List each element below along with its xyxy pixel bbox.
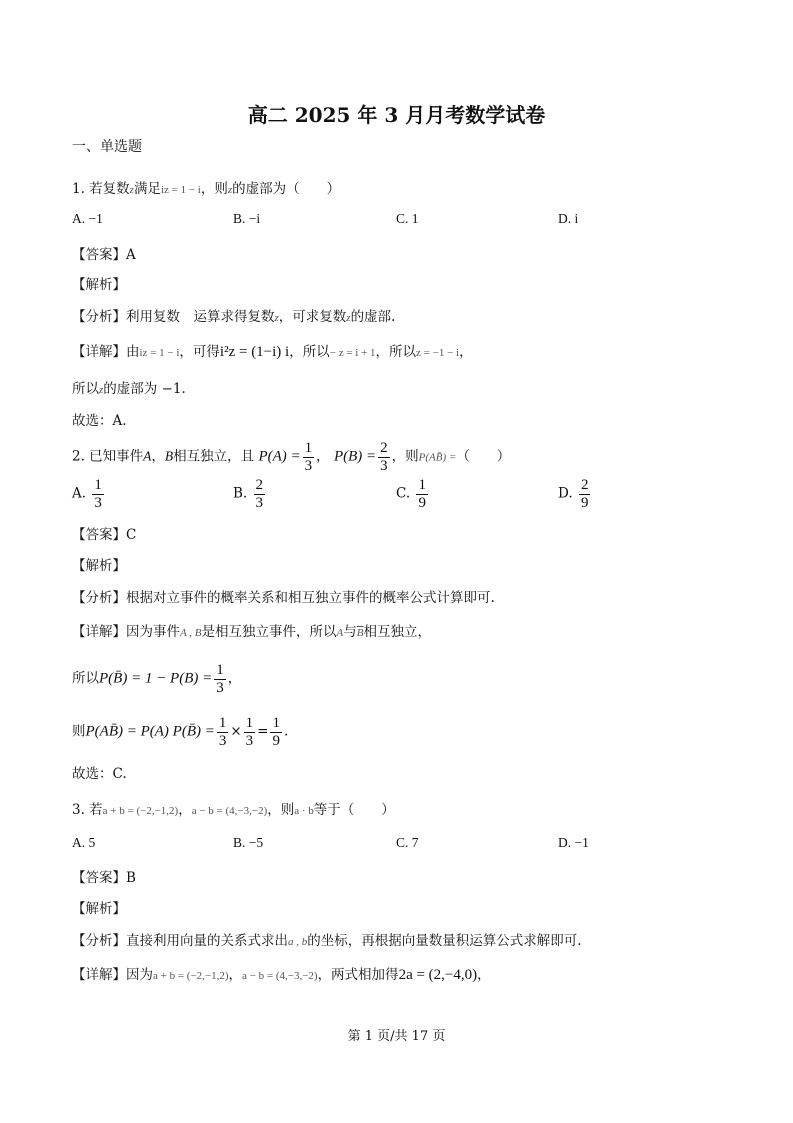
- page-footer: 第 1 页/共 17 页: [347, 1029, 446, 1044]
- q1-detail-line1: 【详解】由iz = 1 − i，可得i²z = (1−i) i，所以− z = i + 1，所以z = −1 − i，: [72, 344, 473, 360]
- q3-stem: 3. 若a + b = (−2,−1,2)，a − b = (4,−3,−2)，则a · b等于（ ）: [72, 802, 395, 818]
- q2-option-a: A. $\frac{1}{3}$: [72, 477, 102, 511]
- q2-detail-line1: 【详解】因为事件A , B是相互独立事件，所以A与$\overline{B}$相互独立，: [72, 624, 431, 640]
- fraction: $\frac{2}{3}$: [380, 440, 388, 474]
- q1-jiexi: 【解析】: [72, 277, 126, 293]
- q3-fenxi: 【分析】直接利用向量的关系式求出a , b的坐标，再根据向量数量积运算公式求解即可.: [72, 933, 582, 949]
- q1-fenxi: 【分析】利用复数 运算求得复数z，可求复数z的虚部.: [72, 309, 396, 325]
- q2-option-c: C. $\frac{1}{9}$: [396, 477, 426, 511]
- q3-option-a: A. 5: [72, 835, 96, 850]
- fraction: $\frac{1}{3}$: [218, 715, 227, 749]
- page-title: 高二 2025 年 3 月月考数学试卷: [247, 103, 546, 127]
- q1-stem: 1. 若复数z满足iz = 1 − i，则z的虚部为（ ）: [72, 181, 341, 197]
- q3-answer: 【答案】B: [72, 870, 136, 886]
- q3-detail-line1: 【详解】因为a + b = (−2,−1,2)，a − b = (4,−3,−2)，两式相加得2a = (2,−4,0)，: [72, 967, 491, 983]
- q2-guxuan: 故选：C.: [72, 766, 127, 782]
- section-heading: 一、单选题: [72, 139, 142, 155]
- q2-answer: 【答案】C: [72, 527, 137, 543]
- q2-option-b: B. $\frac{2}{3}$: [233, 477, 264, 511]
- fraction: $\frac{1}{3}$: [245, 715, 254, 749]
- q2-detail-line3: 则P(AB̄) = P(A) P(B̄) = $\frac{1}{3}$ × $\frac{1}{3}$ = $\frac{1}{9}$ .: [72, 715, 289, 749]
- q2-stem: 2. 已知事件A，B相互独立，且 P(A) = $\frac{1}{3}$ ， P(B) = $\frac{2}{3}$ ，则P(AB̄) =（ ）: [72, 440, 511, 474]
- fraction: $\frac{1}{9}$: [272, 715, 280, 749]
- fraction: $\frac{1}{3}$: [216, 662, 224, 696]
- q2-detail-line2: 所以P(B̄) = 1 − P(B) = $\frac{1}{3}$ ，: [72, 662, 242, 696]
- q1-detail-line2: 所以z的虚部为 −1.: [72, 381, 186, 397]
- q3-option-c: C. 7: [396, 835, 419, 850]
- q1-option-c: C. 1: [396, 211, 419, 226]
- q1-option-d: D. i: [558, 211, 579, 226]
- q2-fenxi: 【分析】根据对立事件的概率关系和相互独立事件的概率公式计算即可.: [72, 590, 495, 606]
- fraction: $\frac{1}{3}$: [304, 440, 313, 474]
- q3-option-d: D. −1: [558, 835, 589, 850]
- q1-option-a: A. −1: [72, 211, 103, 226]
- q1-answer: 【答案】A: [72, 247, 136, 263]
- q2-option-d: D. $\frac{2}{9}$: [558, 477, 589, 511]
- q3-jiexi: 【解析】: [72, 901, 126, 917]
- q2-jiexi: 【解析】: [72, 558, 126, 574]
- q1-guxuan: 故选：A.: [72, 413, 127, 429]
- q1-option-b: B. −i: [233, 211, 261, 226]
- q3-option-b: B. −5: [233, 835, 264, 850]
